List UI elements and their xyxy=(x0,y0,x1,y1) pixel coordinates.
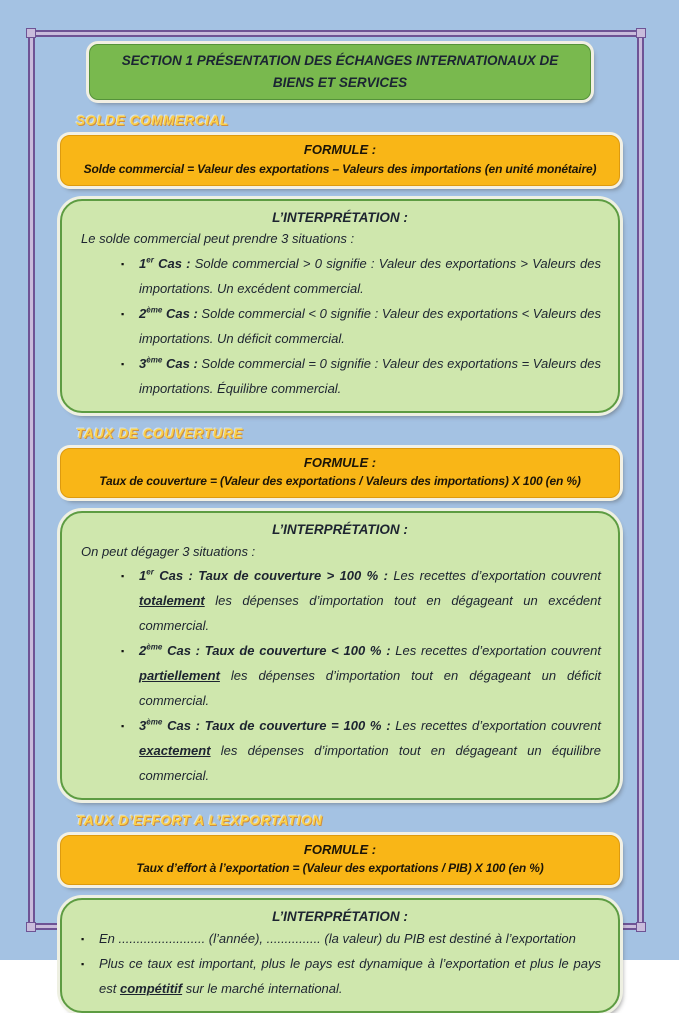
bullet-lead-rest: Cas : xyxy=(162,355,202,371)
bullet-mid: Les recettes d’exportation couvrent xyxy=(393,568,602,584)
interpretation-heading: L’INTERPRÉTATION : xyxy=(272,522,408,538)
bullet-lead xyxy=(139,568,393,583)
bullet-icon: ▪ xyxy=(121,308,125,319)
case-number: 1 xyxy=(139,255,147,271)
bullet-mid: En ........................ (l’année), ............... (la valeur) du PIB est destiné à l’exportation xyxy=(99,931,576,947)
ordinal-superscript: ème xyxy=(146,642,163,652)
bullet-mid: Solde commercial > 0 signifie : Valeur des exportations > Valeurs des importations. Un excédent commercial. xyxy=(139,255,602,296)
bullet-lead xyxy=(139,256,195,271)
section-taux-de-couverture xyxy=(60,426,620,800)
frame-corner-ornament xyxy=(636,28,646,38)
section-title-banner xyxy=(89,44,591,100)
bullet-item xyxy=(81,952,601,1002)
interpretation-heading: L’INTERPRÉTATION : xyxy=(272,209,408,225)
bullet-text xyxy=(139,639,601,714)
bullet-lead xyxy=(139,356,201,371)
formula-heading: FORMULE : xyxy=(303,142,377,158)
page-content xyxy=(60,44,620,1013)
bullet-lead-rest: Cas : xyxy=(153,255,195,271)
interpretation-box xyxy=(60,898,620,1012)
bullet-lead-rest: Cas : Taux de couverture > 100 % : xyxy=(153,568,394,584)
bullet-lead xyxy=(139,643,395,658)
bullet-lead-rest: Cas : Taux de couverture = 100 % : xyxy=(162,718,396,734)
bullet-item xyxy=(121,564,601,639)
formula-heading: FORMULE : xyxy=(303,454,377,470)
section-label: TAUX D’EFFORT A L’EXPORTATION xyxy=(76,812,323,828)
case-number: 2 xyxy=(139,643,147,659)
bullet-item xyxy=(121,352,601,402)
bullet-icon: ▪ xyxy=(81,934,85,945)
ordinal-superscript: er xyxy=(146,568,154,578)
bullet-icon: ▪ xyxy=(121,571,125,582)
bullet-underlined-term: compétitif xyxy=(119,981,183,996)
ordinal-superscript: ème xyxy=(146,305,163,315)
case-number: 1 xyxy=(139,568,147,584)
bullet-text xyxy=(99,952,601,1002)
frame-corner-ornament xyxy=(26,28,36,38)
bullet-tail: les dépenses d’importation tout en dégageant un excédent commercial. xyxy=(139,593,601,634)
bullet-text xyxy=(139,252,601,302)
ordinal-superscript: ème xyxy=(146,717,163,727)
section-solde-commercial xyxy=(60,113,620,412)
bullet-mid: Solde commercial = 0 signifie : Valeur des exportations = Valeurs des importations. Équilibre commercial. xyxy=(139,355,601,396)
bullet-item xyxy=(121,252,601,302)
bullet-text xyxy=(139,302,601,352)
page-title: SECTION 1 PRÉSENTATION DES ÉCHANGES INTERNATIONAUX DE BIENS ET SERVICES xyxy=(121,53,559,90)
section-label: TAUX DE COUVERTURE xyxy=(76,425,244,441)
formula-text: Solde commercial = Valeur des exportations – Valeurs des importations (en unité monétaire) xyxy=(83,161,597,176)
formula-box xyxy=(60,448,620,499)
interpretation-box xyxy=(60,199,620,413)
formula-text: Taux de couverture = (Valeur des exportations / Valeurs des importations) X 100 (en %) xyxy=(99,474,581,489)
bullet-icon: ▪ xyxy=(121,721,125,732)
case-number: 3 xyxy=(139,718,147,734)
ordinal-superscript: er xyxy=(146,255,154,265)
bullet-tail: les dépenses d’importation tout en dégageant un équilibre commercial. xyxy=(139,743,601,784)
case-number: 2 xyxy=(139,305,147,321)
bullet-text xyxy=(139,564,601,639)
bullet-icon: ▪ xyxy=(121,358,125,369)
formula-text: Taux d’effort à l’exportation = (Valeur des exportations / PIB) X 100 (en %) xyxy=(136,861,544,876)
frame-corner-ornament xyxy=(636,922,646,932)
bullet-lead-rest: Cas : xyxy=(162,305,202,321)
bullet-item xyxy=(121,714,601,789)
bullet-item xyxy=(81,927,601,952)
bullet-item xyxy=(121,302,601,352)
case-number: 3 xyxy=(139,355,147,371)
bullet-icon: ▪ xyxy=(81,959,85,970)
bullet-icon: ▪ xyxy=(121,646,125,657)
interpretation-box xyxy=(60,511,620,800)
interpretation-heading: L’INTERPRÉTATION : xyxy=(272,909,408,925)
formula-box xyxy=(60,835,620,886)
bullet-mid: Les recettes d’exportation couvrent xyxy=(395,643,601,659)
bullet-lead xyxy=(139,718,395,733)
ordinal-superscript: ème xyxy=(146,355,163,365)
bullet-lead xyxy=(139,306,201,321)
bullet-mid: Solde commercial < 0 signifie : Valeur des exportations < Valeurs des importations. Un déficit commercial. xyxy=(139,305,601,346)
bullet-underlined-term: totalement xyxy=(139,593,205,609)
bullet-icon: ▪ xyxy=(121,258,125,269)
section-label: SOLDE COMMERCIAL xyxy=(76,113,229,129)
bullet-text xyxy=(139,714,601,789)
formula-box xyxy=(60,135,620,186)
bullet-tail: sur le marché international. xyxy=(182,981,343,996)
bullet-text xyxy=(99,927,601,952)
interpretation-intro: Le solde commercial peut prendre 3 situations : xyxy=(81,231,355,247)
bullet-item xyxy=(121,639,601,714)
bullet-underlined-term: exactement xyxy=(139,743,211,759)
bullet-underlined-term: partiellement xyxy=(139,668,220,684)
bullet-text xyxy=(139,352,601,402)
bullet-lead-rest: Cas : Taux de couverture < 100 % : xyxy=(162,643,396,659)
bullet-mid: Plus ce taux est important, plus le pays est dynamique à l’exportation et plus le pays est xyxy=(99,956,601,996)
bullet-mid: Les recettes d’exportation couvrent xyxy=(395,718,601,734)
frame-corner-ornament xyxy=(26,922,36,932)
section-taux-effort-exportation xyxy=(60,813,620,1013)
interpretation-intro: On peut dégager 3 situations : xyxy=(81,543,256,559)
formula-heading: FORMULE : xyxy=(303,841,377,857)
bullet-tail: les dépenses d’importation tout en dégageant un déficit commercial. xyxy=(139,668,601,709)
